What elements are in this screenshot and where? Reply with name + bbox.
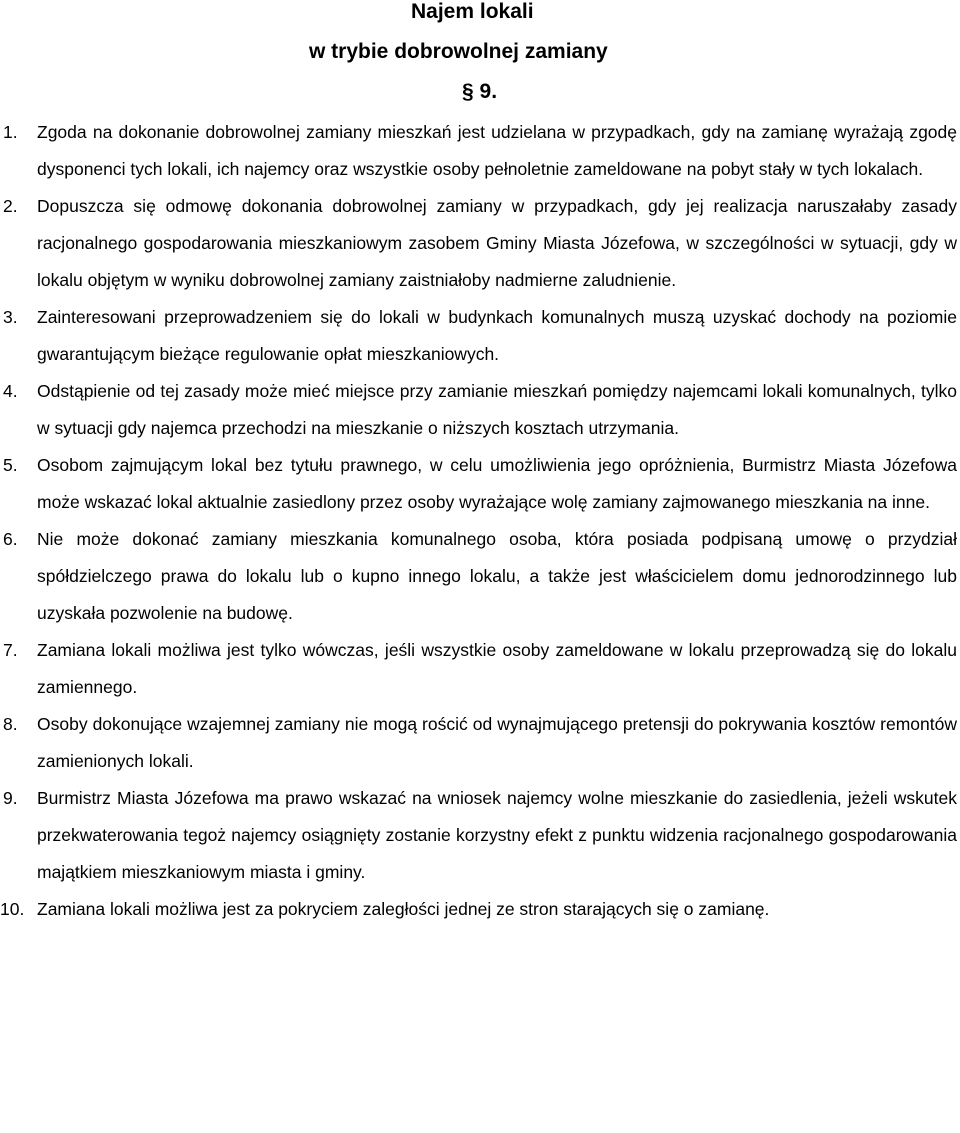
item-number: 5. [3,455,18,475]
item-text: Zainteresowani przeprowadzeniem się do lokali w budynkach komunalnych muszą uzyskać dochody na poziomie gwarantującym bieżące regulowanie opłat mieszkaniowych. [37,307,957,364]
list-item [0,521,960,632]
item-number: 1. [3,122,18,142]
item-text: Zgoda na dokonanie dobrowolnej zamiany mieszkań jest udzielana w przypadkach, gdy na zamianę wyrażają zgodę dysponenci tych lokali, ich najemcy oraz wszystkie osoby pełnoletnie zameldowane na pobyt stały w tych lokalach. [37,122,957,179]
item-number: 2. [3,196,18,216]
item-number: 3. [3,307,18,327]
list-item [0,780,960,891]
list-item [0,891,960,928]
list-item [0,114,960,188]
numbered-list [0,114,960,928]
list-item [0,188,960,299]
list-item [0,706,960,780]
list-item [0,632,960,706]
item-number: 8. [3,714,18,734]
item-text: Osoby dokonujące wzajemnej zamiany nie mogą rościć od wynajmującego pretensji do pokrywania kosztów remontów zamienionych lokali. [37,714,957,771]
list-item [0,299,960,373]
item-number: 4. [3,381,18,401]
item-text: Odstąpienie od tej zasady może mieć miejsce przy zamianie mieszkań pomiędzy najemcami lokali komunalnych, tylko w sytuacji gdy najemca przechodzi na mieszkanie o niższych kosztach utrzymania. [37,381,957,438]
item-text: Burmistrz Miasta Józefowa ma prawo wskazać na wniosek najemcy wolne mieszkanie do zasiedlenia, jeżeli wskutek przekwaterowania tegoż najemcy osiągnięty zostanie korzystny efekt z punktu widzenia racjonalnego gospodarowania majątkiem mieszkaniowym miasta i gminy. [37,788,957,882]
item-text: Osobom zajmującym lokal bez tytułu prawnego, w celu umożliwienia jego opróżnienia, Burmistrz Miasta Józefowa może wskazać lokal aktualnie zasiedlony przez osoby wyrażające wolę zamiany zajmowanego mieszkania na inne. [37,455,957,512]
list-item [0,373,960,447]
section-number: § 9. [462,80,498,103]
item-text: Nie może dokonać zamiany mieszkania komunalnego osoba, która posiada podpisaną umowę o przydział spółdzielczego prawa do lokalu lub o kupno innego lokalu, a także jest właścicielem domu jednorodzinnego lub uzyskała pozwolenie na budowę. [37,529,957,623]
item-text: Zamiana lokali możliwa jest tylko wówczas, jeśli wszystkie osoby zameldowane w lokalu przeprowadzą się do lokalu zamiennego. [37,640,957,697]
item-text: Dopuszcza się odmowę dokonania dobrowolnej zamiany w przypadkach, gdy jej realizacja naruszałaby zasady racjonalnego gospodarowania mieszkaniowym zasobem Gminy Miasta Józefowa, w szczególności w sytuacji, gdy w lokalu objętym w wyniku dobrowolnej zamiany zaistniałoby nadmierne zaludnienie. [37,196,957,290]
document-title: Najem lokali [411,0,534,23]
item-number: 6. [3,529,18,549]
item-number: 7. [3,640,18,660]
list-item [0,447,960,521]
document-subtitle: w trybie dobrowolnej zamiany [309,40,608,63]
item-number: 10. [0,899,25,919]
item-number: 9. [3,788,18,808]
item-text: Zamiana lokali możliwa jest za pokryciem zaległości jednej ze stron starających się o zamianę. [37,899,770,919]
